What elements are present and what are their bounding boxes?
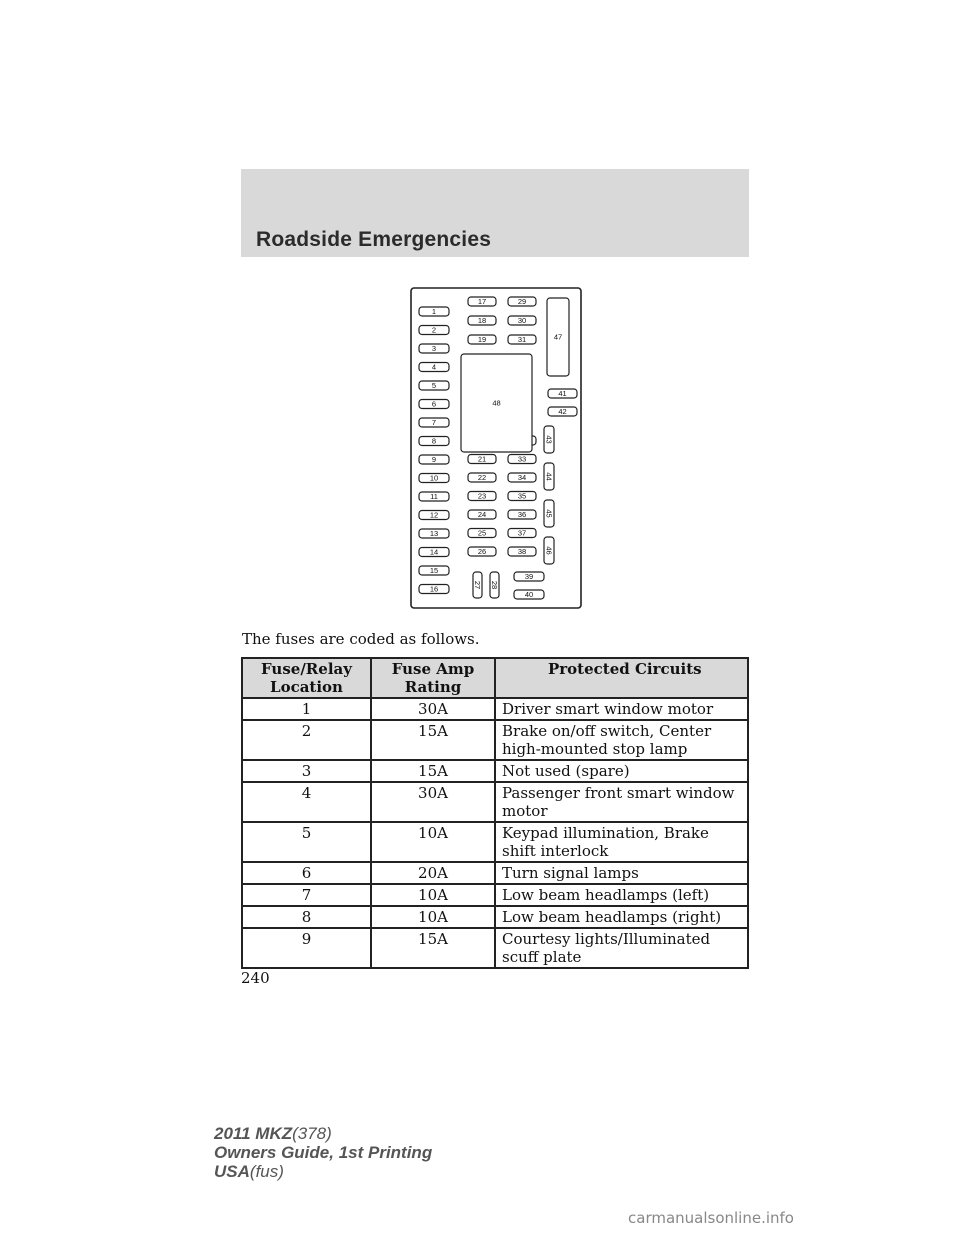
fuse-label: 23 xyxy=(477,491,487,501)
fuse-label: 24 xyxy=(477,510,487,519)
fuse-label: 30 xyxy=(517,316,527,325)
fuse-label: 17 xyxy=(477,297,487,306)
fuse-label: 27 xyxy=(473,580,482,590)
cell-amp-rating: 10A xyxy=(371,906,495,928)
footer-market: USA xyxy=(214,1162,250,1181)
fuse-33 xyxy=(508,455,536,464)
fuse-3 xyxy=(419,344,449,353)
fuse-label: 39 xyxy=(524,572,534,581)
fuse-label: 3 xyxy=(431,344,437,353)
footer-market-code: (fus) xyxy=(249,1162,284,1181)
fuse-30 xyxy=(508,316,536,325)
fuse-label: 1 xyxy=(431,307,437,316)
intro-text: The fuses are coded as follows. xyxy=(242,630,480,648)
watermark: carmanualsonline.info xyxy=(628,1209,794,1227)
fuse-5 xyxy=(419,381,449,390)
fuse-label: 36 xyxy=(517,510,527,519)
fuse-label: 31 xyxy=(517,335,527,344)
fuse-42 xyxy=(548,407,577,416)
fuse-panel-diagram xyxy=(410,287,582,609)
fuse-44 xyxy=(544,463,554,490)
fuse-43 xyxy=(544,426,554,453)
fuse-2 xyxy=(419,326,449,335)
fuse-21 xyxy=(468,455,496,464)
fuse-4 xyxy=(419,363,449,372)
fuse-46 xyxy=(544,537,554,564)
cell-location: 7 xyxy=(242,884,371,906)
fuse-label: 2 xyxy=(431,325,437,335)
footer-guide-line xyxy=(214,1143,432,1162)
fuse-label: 35 xyxy=(517,491,527,501)
section-title: Roadside Emergencies xyxy=(256,228,492,251)
cell-protected-circuits: Passenger front smart window motor xyxy=(495,782,748,822)
fuse-label: 46 xyxy=(544,546,554,555)
fuse-26 xyxy=(468,547,496,556)
fuse-16 xyxy=(419,585,449,594)
fuse-1 xyxy=(419,307,449,316)
fuse-label: 14 xyxy=(429,547,439,557)
fuse-22 xyxy=(468,473,496,482)
table-row xyxy=(242,760,748,782)
cell-location: 5 xyxy=(242,822,371,862)
fuse-23 xyxy=(468,492,496,501)
fuse-8 xyxy=(419,437,449,446)
table-row xyxy=(242,862,748,884)
fuse-18 xyxy=(468,316,496,325)
fuse-31 xyxy=(508,335,536,344)
fuse-label: 33 xyxy=(517,454,527,464)
cell-amp-rating: 15A xyxy=(371,928,495,968)
fuse-label: 28 xyxy=(490,580,499,590)
fuse-label: 15 xyxy=(429,566,439,575)
fuse-24 xyxy=(468,510,496,519)
table-row xyxy=(242,906,748,928)
fuse-13 xyxy=(419,529,449,538)
cell-protected-circuits: Turn signal lamps xyxy=(495,862,748,884)
fuse-label: 10 xyxy=(429,473,439,483)
fuse-41 xyxy=(548,389,577,398)
fuse-29 xyxy=(508,297,536,306)
print-footer xyxy=(214,1124,432,1181)
fuse-48 xyxy=(461,354,532,452)
header-protected-circuits: Protected Circuits xyxy=(495,658,748,698)
fuse-11 xyxy=(419,492,449,501)
footer-model-line xyxy=(214,1124,432,1143)
fuse-27 xyxy=(473,572,482,598)
fuse-label: 47 xyxy=(553,332,563,342)
table-row xyxy=(242,698,748,720)
table-row xyxy=(242,928,748,968)
fuse-14 xyxy=(419,548,449,557)
fuse-label: 43 xyxy=(544,435,554,444)
fuse-label: 44 xyxy=(544,472,554,481)
fuse-12 xyxy=(419,511,449,520)
cell-amp-rating: 15A xyxy=(371,760,495,782)
fuse-9 xyxy=(419,455,449,464)
fuse-label: 18 xyxy=(477,316,487,325)
fuse-label: 4 xyxy=(431,362,437,372)
cell-protected-circuits: Low beam headlamps (left) xyxy=(495,884,748,906)
cell-amp-rating: 30A xyxy=(371,782,495,822)
cell-location: 6 xyxy=(242,862,371,884)
fuse-label: 48 xyxy=(492,398,501,408)
fuse-47 xyxy=(547,298,569,376)
fuse-label: 9 xyxy=(431,455,437,464)
table-row xyxy=(242,822,748,862)
fuse-10 xyxy=(419,474,449,483)
cell-location: 3 xyxy=(242,760,371,782)
fuse-label: 29 xyxy=(517,297,527,306)
fuse-label: 7 xyxy=(431,418,437,427)
fuse-38 xyxy=(508,547,536,556)
fuse-7 xyxy=(419,418,449,427)
fuse-label: 37 xyxy=(517,528,527,538)
fuse-label: 13 xyxy=(429,529,439,538)
fuse-label: 25 xyxy=(477,528,487,538)
cell-amp-rating: 10A xyxy=(371,884,495,906)
cell-amp-rating: 15A xyxy=(371,720,495,760)
cell-location: 9 xyxy=(242,928,371,968)
fuse-table-header xyxy=(242,658,748,698)
cell-protected-circuits: Brake on/off switch, Center high-mounted stop lamp xyxy=(495,720,748,760)
fuse-37 xyxy=(508,529,536,538)
cell-protected-circuits: Keypad illumination, Brake shift interlock xyxy=(495,822,748,862)
fuse-label: 11 xyxy=(430,492,438,501)
cell-location: 1 xyxy=(242,698,371,720)
fuse-35 xyxy=(508,492,536,501)
fuse-label: 26 xyxy=(477,547,487,556)
fuse-6 xyxy=(419,400,449,409)
fuse-34 xyxy=(508,473,536,482)
fuse-label: 16 xyxy=(429,584,439,594)
cell-amp-rating: 20A xyxy=(371,862,495,884)
fuse-table xyxy=(241,657,749,969)
fuse-label: 45 xyxy=(544,509,554,518)
cell-location: 4 xyxy=(242,782,371,822)
fuse-label: 19 xyxy=(477,335,487,344)
cell-protected-circuits: Not used (spare) xyxy=(495,760,748,782)
fuse-label: 34 xyxy=(517,473,527,482)
fuse-label: 8 xyxy=(431,436,437,446)
fuse-19 xyxy=(468,335,496,344)
fuse-label: 6 xyxy=(431,399,437,409)
fuse-17 xyxy=(468,297,496,306)
fuse-label: 21 xyxy=(477,454,487,464)
footer-model: 2011 MKZ xyxy=(214,1124,293,1143)
fuse-label: 40 xyxy=(524,590,534,599)
fuse-45 xyxy=(544,500,554,527)
table-row xyxy=(242,782,748,822)
fuse-36 xyxy=(508,510,536,519)
header-amp-rating: Fuse Amp Rating xyxy=(371,658,495,698)
cell-amp-rating: 30A xyxy=(371,698,495,720)
cell-amp-rating: 10A xyxy=(371,822,495,862)
fuse-label: 12 xyxy=(429,510,439,520)
fuse-25 xyxy=(468,529,496,538)
fuse-label: 5 xyxy=(431,381,437,390)
fuse-28 xyxy=(490,572,499,598)
fuse-40 xyxy=(514,590,544,599)
fuse-label: 42 xyxy=(558,407,567,416)
fuse-39 xyxy=(514,572,544,581)
cell-location: 2 xyxy=(242,720,371,760)
footer-guide: Owners Guide, 1st Printing xyxy=(214,1143,433,1162)
table-row xyxy=(242,720,748,760)
fuse-label: 41 xyxy=(558,389,567,398)
page-number: 240 xyxy=(241,969,270,987)
cell-protected-circuits: Courtesy lights/Illuminated scuff plate xyxy=(495,928,748,968)
cell-protected-circuits: Low beam headlamps (right) xyxy=(495,906,748,928)
cell-location: 8 xyxy=(242,906,371,928)
footer-model-code: (378) xyxy=(292,1124,332,1143)
fuse-15 xyxy=(419,566,449,575)
footer-market-line xyxy=(214,1162,432,1181)
fuse-label: 38 xyxy=(517,547,527,556)
header-location: Fuse/Relay Location xyxy=(242,658,371,698)
fuse-label: 22 xyxy=(477,473,487,482)
table-row xyxy=(242,884,748,906)
cell-protected-circuits: Driver smart window motor xyxy=(495,698,748,720)
